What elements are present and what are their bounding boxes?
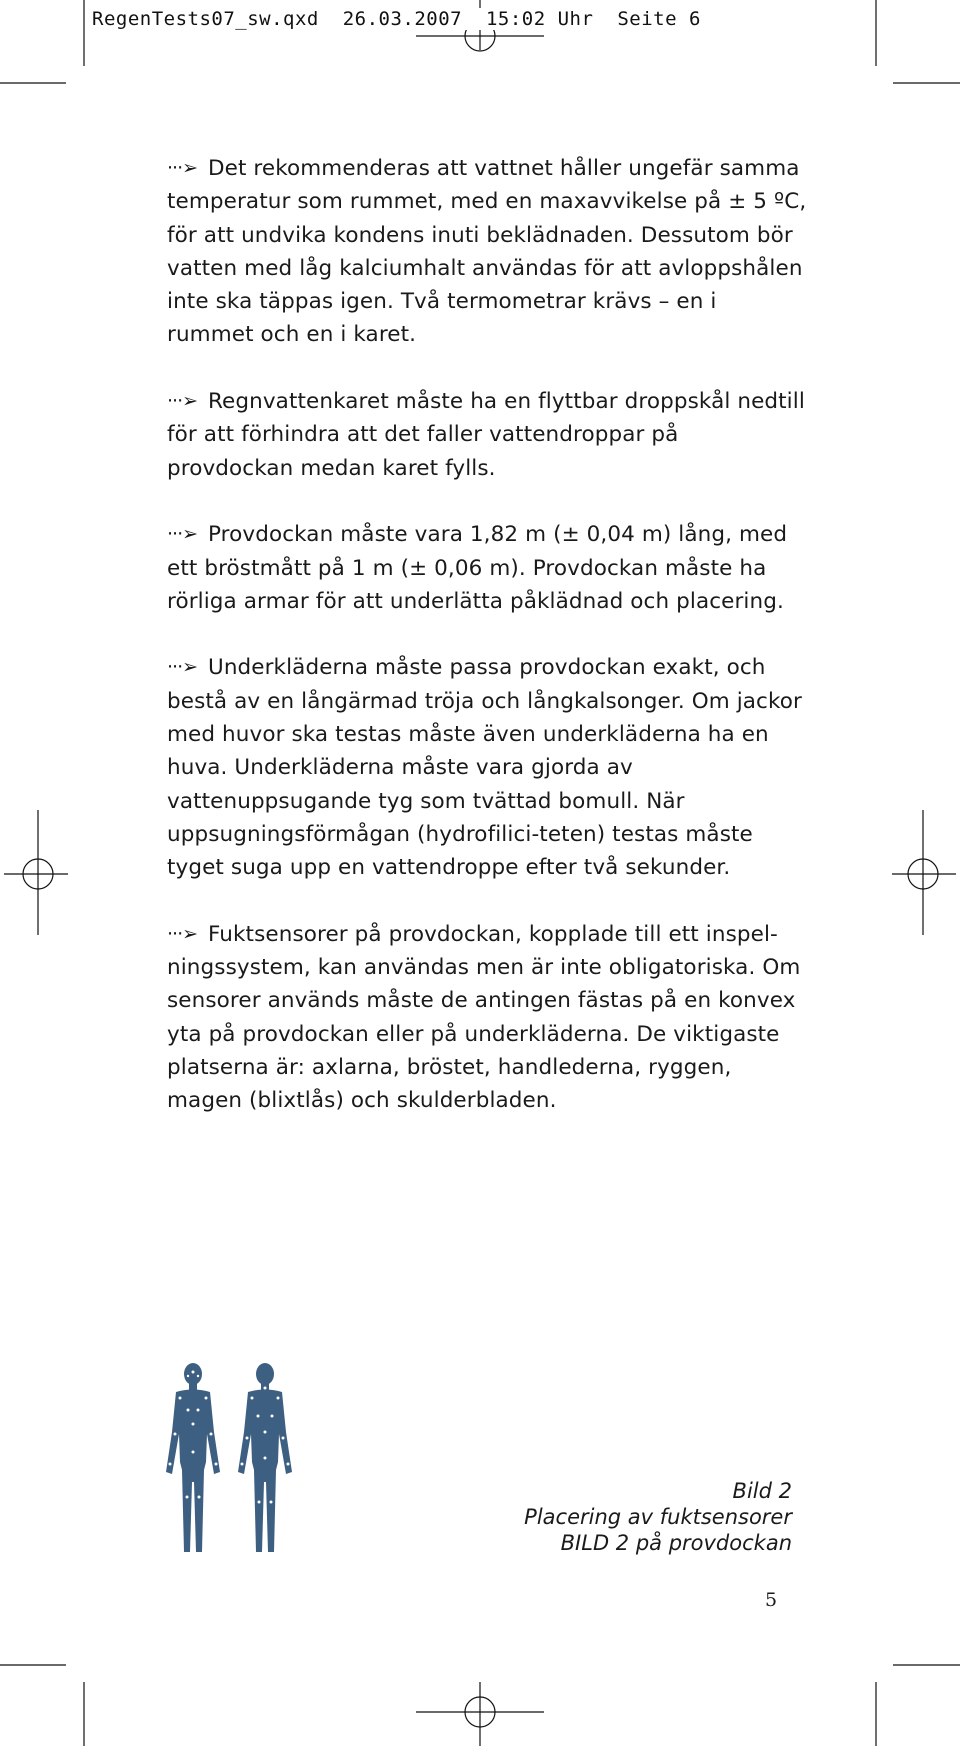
paragraph-text: Det rekommenderas att vattnet håller ungefär samma temperatur som rummet, med en maxavvikelse på ± 5 ºC, för att undvika kondens inuti beklädnaden. Dessutom bör vatten med låg kalciumhalt användas för att avloppshålen inte ska täppas igen. Två termometrar krävs – en i rummet och en i karet. xyxy=(167,156,807,348)
figure-caption xyxy=(524,1478,792,1556)
paragraph xyxy=(167,651,807,884)
arrow-bullet-icon: ···➢ xyxy=(167,523,198,546)
paragraph xyxy=(167,152,807,352)
arrow-bullet-icon: ···➢ xyxy=(167,390,198,413)
paragraph-text: Underkläderna måste passa provdockan exakt, och bestå av en långärmad tröja och långkalsonger. Om jackor med huvor ska testas måste även underkläderna ha en huva. Underkläderna måste vara gjorda av vattenuppsugande tyg som tvättad bomull. När uppsugningsförmågan (hydrofilici-teten) testas måste tyget suga upp en vattendroppe efter två sekunder. xyxy=(167,655,802,881)
paragraph xyxy=(167,518,807,618)
arrow-bullet-icon: ···➢ xyxy=(167,656,198,679)
caption-line: Placering av fuktsensorer xyxy=(524,1505,792,1529)
paragraph-text: Provdockan måste vara 1,82 m (± 0,04 m) lång, med ett bröstmått på 1 m (± 0,06 m). Provdockan måste ha rörliga armar för att underlätta påklädnad och placering. xyxy=(167,522,788,614)
caption-line: BILD 2 på provdockan xyxy=(560,1531,792,1555)
paragraph xyxy=(167,385,807,485)
arrow-bullet-icon: ···➢ xyxy=(167,157,198,179)
paragraph-text: Regnvattenkaret måste ha en flyttbar droppskål nedtill för att förhindra att det faller vattendroppar på provdockan medan karet fylls. xyxy=(167,389,805,481)
main-text xyxy=(167,152,807,1151)
print-slug-line: RegenTests07_sw.qxd 26.03.2007 15:02 Uhr Seite 6 xyxy=(92,8,701,30)
arrow-bullet-icon: ···➢ xyxy=(167,922,198,945)
human-figures-icon xyxy=(158,1362,308,1557)
page-number: 5 xyxy=(765,1589,778,1611)
paragraph xyxy=(167,918,807,1118)
caption-line: Bild 2 xyxy=(732,1479,792,1503)
paragraph-text: Fuktsensorer på provdockan, kopplade till ett inspel-ningssystem, kan användas men är inte obligatoriska. Om sensorer används måste de antingen fästas på en konvex yta på provdockan eller på underkläderna. De viktigaste platserna är: axlarna, bröstet, handlederna, ryggen, magen (blixtlås) och skulderbladen. xyxy=(167,921,801,1114)
